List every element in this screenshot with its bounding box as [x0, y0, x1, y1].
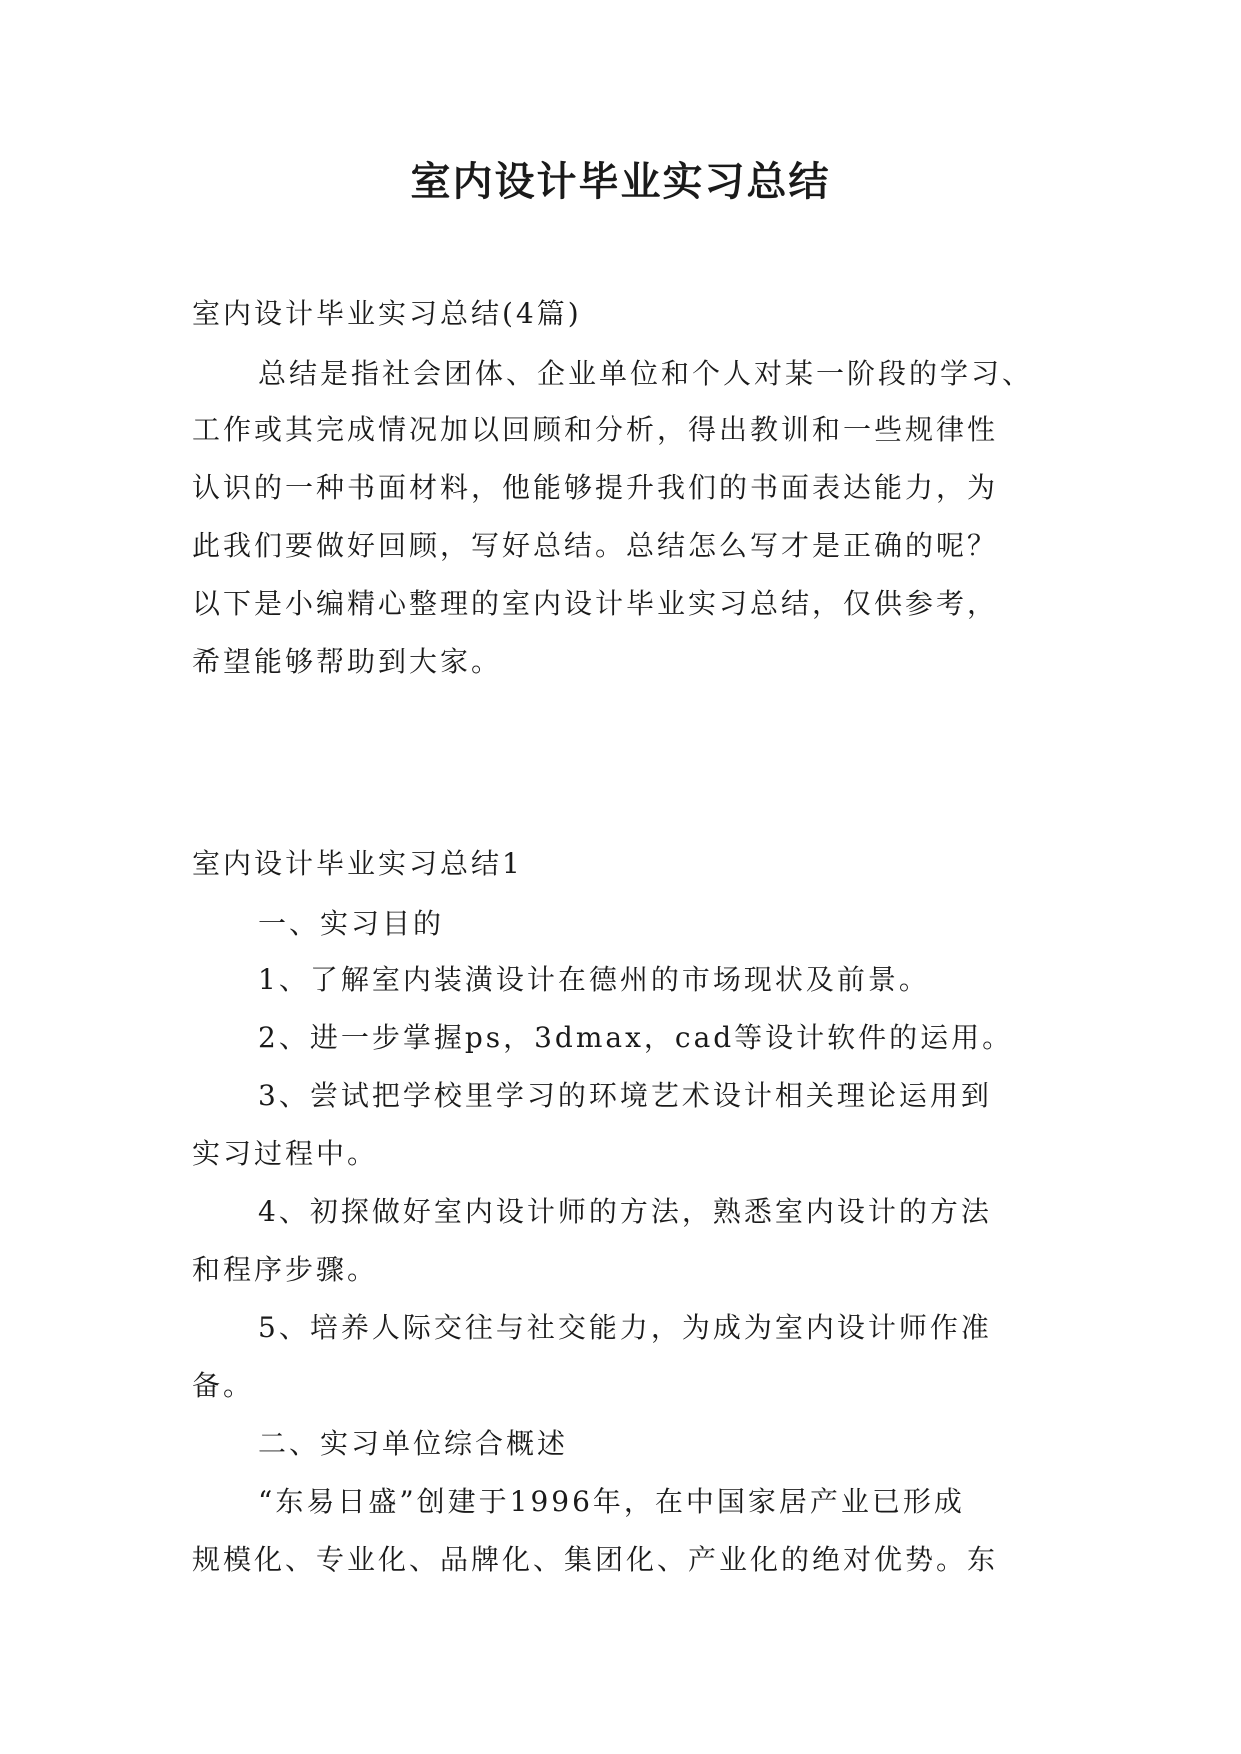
section-heading: 室内设计毕业实习总结1 — [192, 847, 523, 880]
list-item: 2、进一步掌握ps，3dmax，cad等设计软件的运用。 — [258, 1021, 1014, 1054]
body-line: 规模化、专业化、品牌化、集团化、产业化的绝对优势。东 — [192, 1543, 999, 1576]
list-item: 3、尝试把学校里学习的环境艺术设计相关理论运用到 — [258, 1079, 992, 1112]
part-heading: 二、实习单位综合概述 — [258, 1427, 569, 1460]
list-item-continuation: 实习过程中。 — [192, 1137, 379, 1170]
document-subtitle: 室内设计毕业实习总结(4篇) — [192, 297, 582, 330]
part-heading: 一、实习目的 — [258, 907, 445, 940]
intro-line: 以下是小编精心整理的室内设计毕业实习总结，仅供参考， — [192, 587, 999, 620]
body-line: “东易日盛”创建于1996年，在中国家居产业已形成 — [258, 1485, 965, 1518]
intro-line: 希望能够帮助到大家。 — [192, 645, 503, 678]
intro-line: 认识的一种书面材料，他能够提升我们的书面表达能力，为 — [192, 471, 999, 504]
list-item-continuation: 和程序步骤。 — [192, 1253, 379, 1286]
list-item: 1、了解室内装潢设计在德州的市场现状及前景。 — [258, 963, 930, 996]
list-item: 4、初探做好室内设计师的方法，熟悉室内设计的方法 — [258, 1195, 992, 1228]
intro-line: 总结是指社会团体、企业单位和个人对某一阶段的学习、 — [258, 357, 1034, 390]
document-title: 室内设计毕业实习总结 — [410, 159, 831, 205]
list-item: 5、培养人际交往与社交能力，为成为室内设计师作准 — [258, 1311, 992, 1344]
list-item-continuation: 备。 — [192, 1369, 255, 1402]
intro-line: 此我们要做好回顾，写好总结。总结怎么写才是正确的呢？ — [192, 529, 999, 562]
intro-line: 工作或其完成情况加以回顾和分析，得出教训和一些规律性 — [192, 413, 999, 446]
